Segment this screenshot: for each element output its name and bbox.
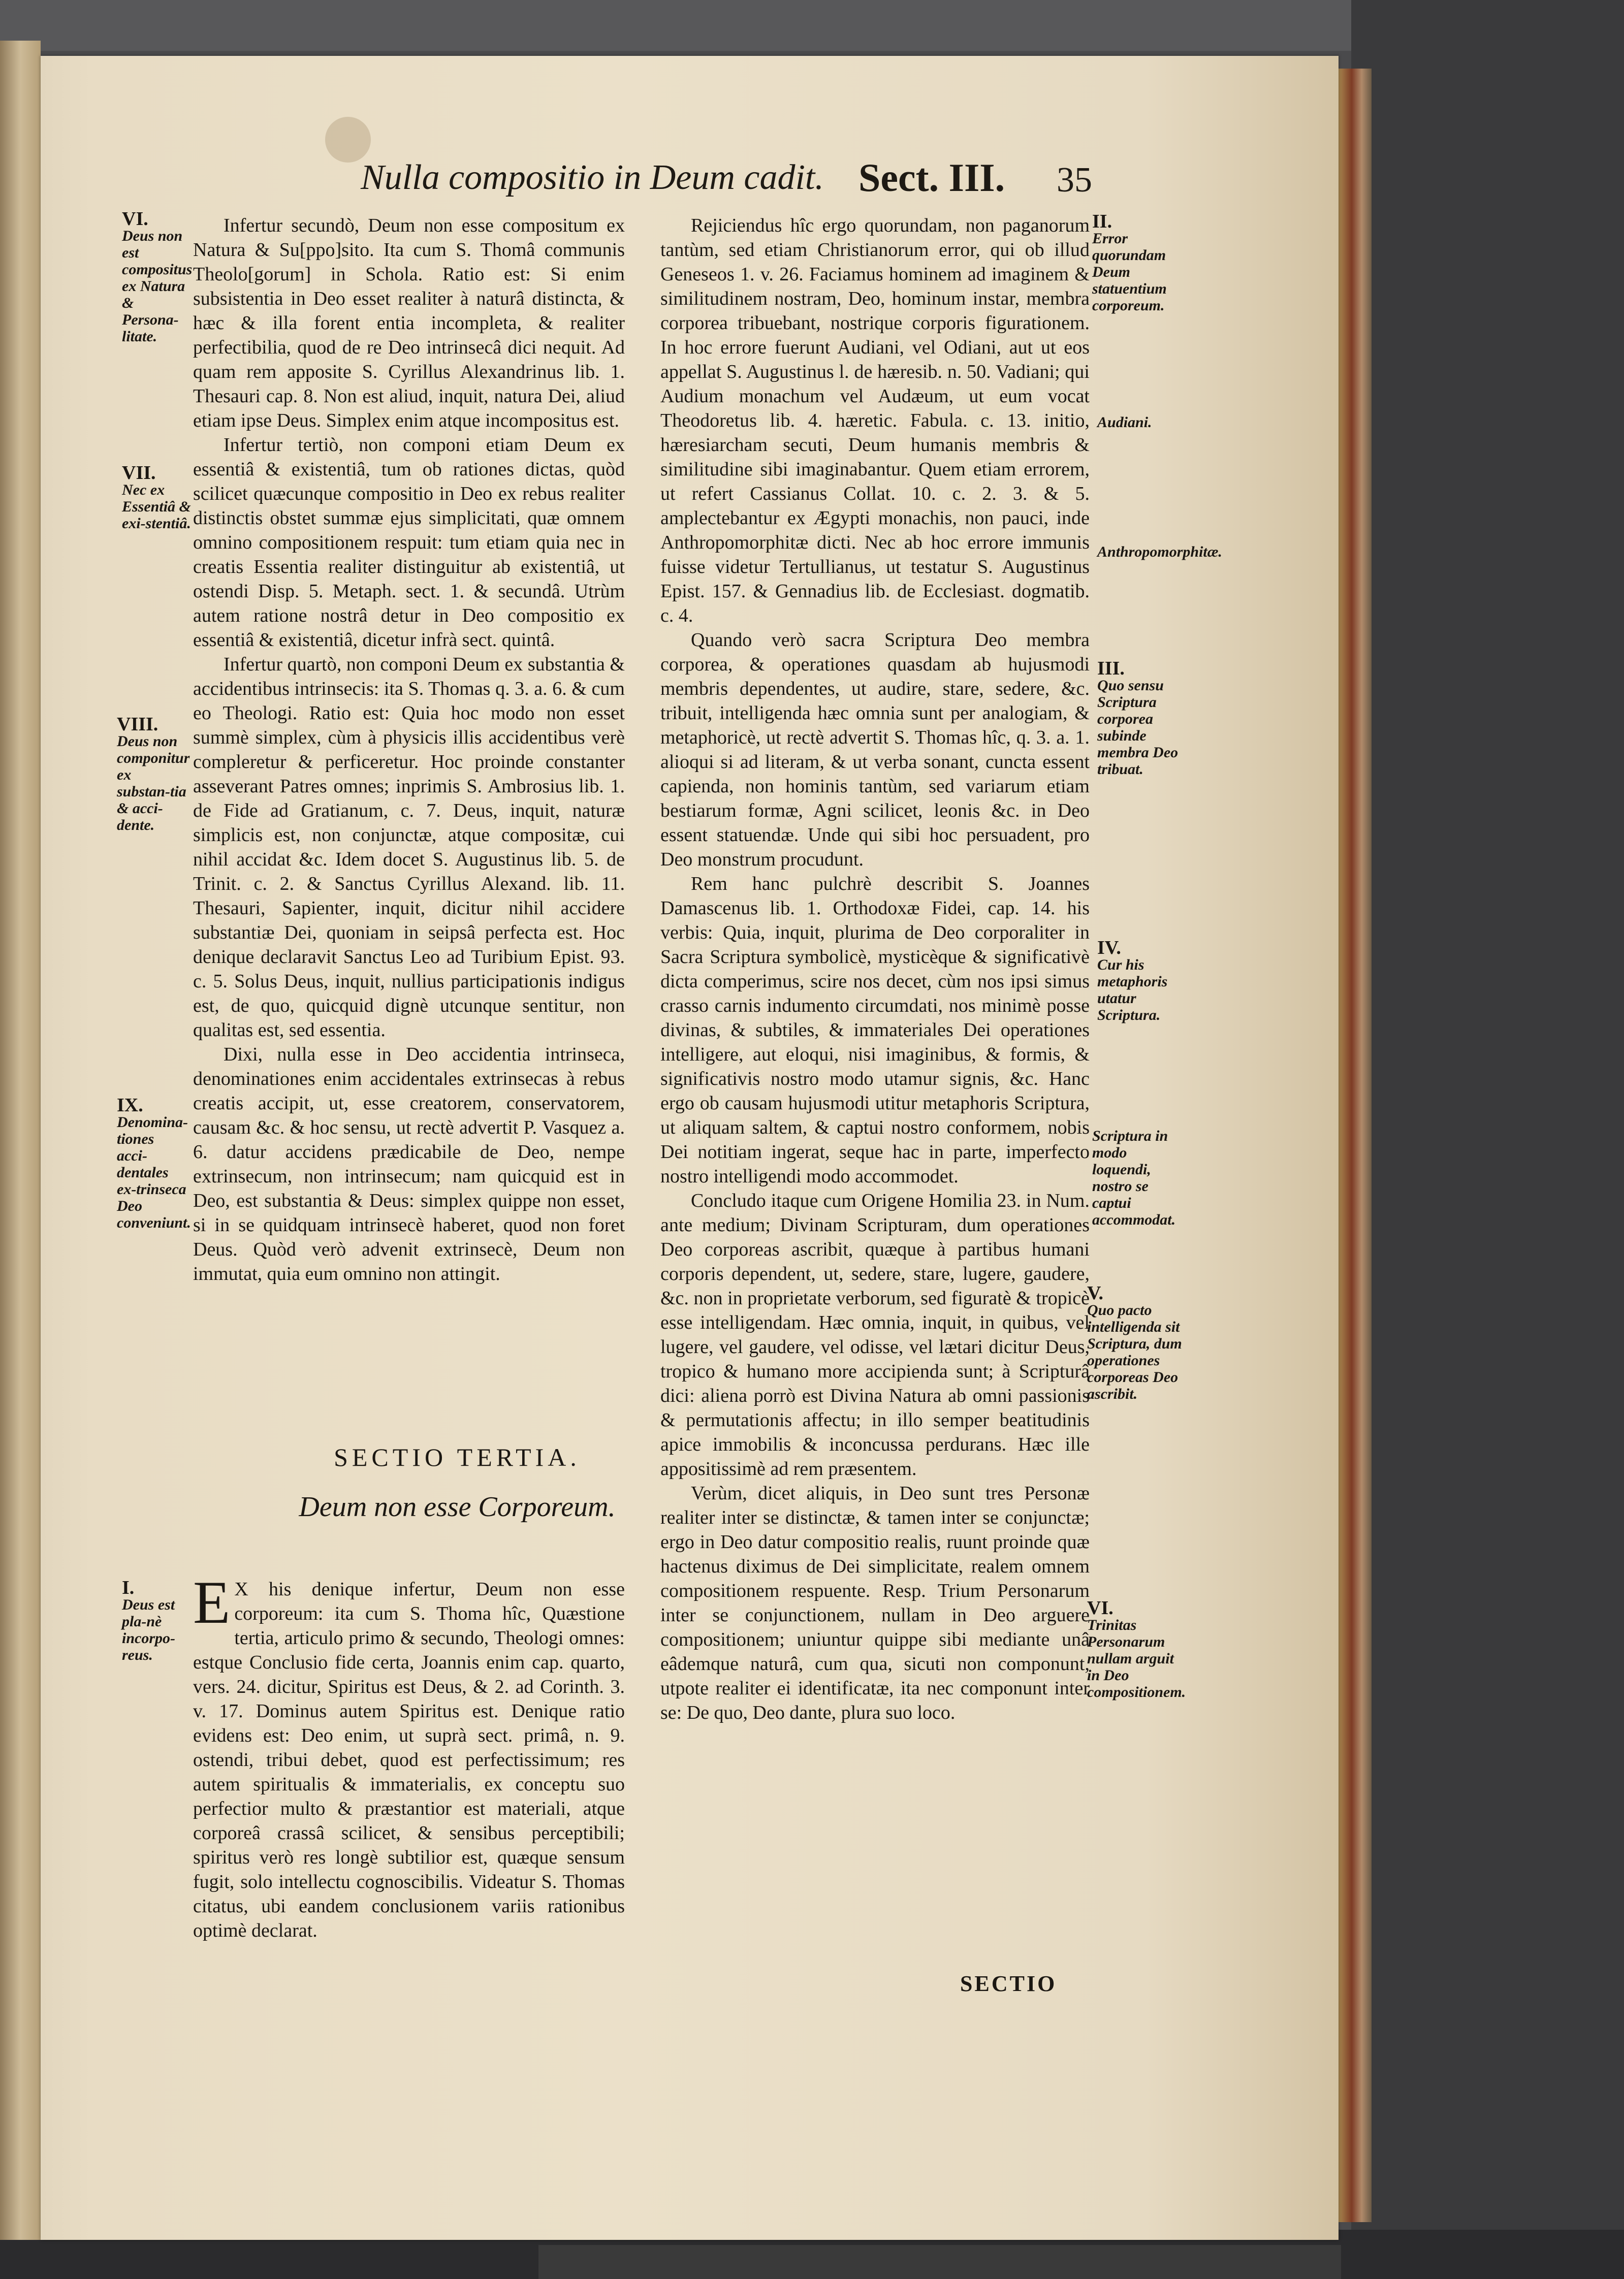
margin-note-left (122, 462, 193, 532)
section-subtitle: Deum non esse Corporeum. (299, 1491, 616, 1523)
paragraph-opening (193, 1568, 625, 1943)
margin-number: VI. (1087, 1597, 1113, 1619)
scanner-background-right (1351, 0, 1624, 2279)
paragraph: Infertur quartò, non componi Deum ex substantia & accidentibus intrinsecis: ita S. Thomas q. 3. a. 6. & cum eo Theologi. Ratio est: Quia hoc modo non esset summè simplex, cùm à physicis illis accidentibus verè compleretur & perficeretur. Hoc proinde constanter asseverant Patres omnes; inprimis S. Ambrosius lib. 1. de Fide ad Gratianum, c. 7. Deus, inquit, naturæ simplicis est, non conjunctæ, atque compositæ, cui nihil accidat &c. Idem docet S. Augustinus lib. 5. de Trinit. c. 2. & Sanctus Cyrillus Alexand. lib. 11. Thesauri, Sapienter, inquit, dicitur nihil accidere substantiæ Dei, quoniam in seipsâ perfecta est. Hoc denique declaravit Sanctus Leo ad Turibium Epist. 93. c. 5. Solus Deus, inquit, nullius participationis indigus est, de quo, quicquid dignè utcunque sentitur, non qualitas est, sed essentia. (193, 654, 625, 1041)
margin-note-right (1097, 937, 1184, 1023)
facing-page-edge (0, 41, 41, 2240)
margin-number: IV. (1097, 937, 1121, 958)
margin-number: I. (122, 1577, 135, 1598)
margin-text: Cur his metaphoris utatur Scriptura. (1097, 956, 1168, 1023)
margin-note-right (1087, 1597, 1186, 1700)
margin-note-right (1097, 660, 1189, 778)
margin-text: Error quorundam Deum statuentium corporeum. (1092, 230, 1167, 314)
margin-text: Deus non componitur ex substan-tia & acci-dente. (117, 733, 190, 833)
drop-cap: E (193, 1568, 231, 1636)
margin-number: V. (1087, 1282, 1104, 1304)
margin-text: Scriptura in modo loquendi, nostro se captui accommodat. (1092, 1128, 1176, 1228)
margin-number: II. (1092, 211, 1112, 232)
margin-text: Anthropomorphitæ. (1097, 543, 1222, 560)
margin-note-left (117, 1095, 191, 1231)
margin-text: Deus est pla-nè incorpo-reus. (122, 1596, 175, 1663)
margin-number: IX. (117, 1095, 143, 1116)
margin-note-right (1097, 414, 1184, 431)
margin-note-left (122, 208, 193, 345)
paragraph: Rem hanc pulchrè describit S. Joannes Damascenus lib. 1. Orthodoxæ Fidei, cap. 14. his verbis: Quia, inquit, plurima de Deo corporaliter in Sacra Scriptura symbolicè, mysticèque & significativè dicta comperimus, scire nos decet, cùm nos ipsi simus crasso carnis indumento circumdati, nos minimè posse divinas, & subtiles, & immateriales Dei operationes intelligere, aut eloqui, nisi imaginibus, & formis, & significativis nostro modo utamur signis, &c. Hanc ergo ob causam hujusmodi utitur metaphoris Scriptura, ut aliquam saltem, & captui nostro conformem, nobis Dei notitiam ingerat, seque hac in parte, imperfecto nostro intelligendi modo accommodet. (660, 873, 1090, 1187)
margin-text: Nec ex Essentiâ & exi-stentiâ. (122, 482, 191, 532)
left-column-section (193, 1568, 625, 1943)
right-column (660, 213, 1090, 1725)
margin-text: Audiani. (1097, 414, 1152, 431)
paragraph: Quando verò sacra Scriptura Deo membra corporea, & operationes quasdam ab hujusmodi membris dependentes, ut audire, stare, sedere, &c. tribuit, intelligenda hæc omnia sunt per analogiam, & metaphoricè, ut rectè advertit S. Thomas hîc, q. 3. a. 1. alioqui si ad literam, & ut verba sonant, cuncta essent capienda, non hominis tantùm, sed variarum etiam bestiarum formæ, Agni scilicet, leonis &c. in Deo essent statuendæ. Unde qui sibi hoc persuadent, pro Deo monstrum procudunt. (660, 629, 1090, 870)
paper-stain (325, 117, 371, 163)
margin-text: Quo pacto intelligenda sit Scriptura, dum operationes corporeas Deo ascribit. (1087, 1302, 1182, 1402)
margin-text: Trinitas Personarum nullam arguit in Deo compositionem. (1087, 1617, 1186, 1700)
margin-text: Quo sensu Scriptura corporea subinde membra Deo tribuat. (1097, 677, 1179, 778)
paragraph: Dixi, nulla esse in Deo accidentia intrinseca, denominationes enim accidentales extrinsecas à rebus creatis accipit, ut, esse creatorem, conservatorem, causam &c. & hoc sensu, ut rectè advertit P. Vasquez a. 6. datur accidens prædicabile de Deo, nempe extrinsecum, non intrinsecum; nam quicquid est in Deo, est substantia & Deus: simplex quippe non esset, si in se quidquam intrinsecè haberet, quod non foret Deus. Quòd verò advenit extrinsecè, Deum non immutat, quia eum omnino non attingit. (193, 1044, 625, 1285)
margin-note-left (117, 716, 188, 833)
running-title: Nulla compositio in Deum cadit. (361, 158, 824, 197)
running-section: Sect. III. (858, 155, 1005, 200)
paragraph: Infertur tertiò, non componi etiam Deum ex essentiâ & existentiâ, tum ob rationes dictas, quòd scilicet quæcunque compositio in Deo ex rebus realiter distinctis obstet summæ ejus simplicitati, quæ omnem omnino compositionem respuit: tum etiam quia nec in creatis Essentia realiter distinguitur ab existentiâ, ut ostendi Disp. 5. Metaph. sect. 1. & secundâ. Utrùm autem ratione nostrâ detur in Deo compositio ex essentiâ & existentiâ, dicetur infrà sect. quintâ. (193, 434, 625, 651)
paragraph: Infertur secundò, Deum non esse compositum ex Natura & Su[ppo]sito. Ita cum S. Thomâ communis Theolo[gorum] in Schola. Ratio est: Si enim subsistentia in Deo esset realiter à naturâ distincta, & hæc & illa forent entia incompleta, & realiter perfectibilia, quod de re Deo intrinsecâ dici nequit. Ad quam rem apposite S. Cyrillus Alexandrinus lib. 1. Thesauri cap. 8. Non est aliud, inquit, natura Dei, aliud etiam ipse Deus. Simplex enim atque incompositus est. (193, 215, 625, 431)
paragraph: Concludo itaque cum Origene Homilia 23. in Num. ante medium; Divinam Scripturam, dum operationes Deo corporeas ascribit, quæque à partibus humani corporis dependent, ut, sedere, stare, lugere, gaudere, &c. non in proprietate verborum, sed figuratè & tropicè esse intelligendam. Hæc omnia, inquit, in quibus, vel lugere, vel gaudere, vel odisse, vel lætari dicitur Deus, tropico & humano more accipienda sunt; à Scripturâ dici: aliena porrò est Divina Natura ab omni passionis & permutationis affectu; in illo semper beatitudinis apice immobilis & inconcussa perdurans. Hæc ille appositissimè ad rem præsentem. (660, 1190, 1090, 1480)
paragraph: X his denique infertur, Deum non esse corporeum: ita cum S. Thoma hîc, Quæstione tertia, articulo primo & secundo, Theologi omnes: estque Conclusio fide certa, Joannis enim cap. quarto, vers. 24. dicitur, Spiritus est Deus, & 2. ad Corinth. 3. v. 17. Dominus autem Spiritus est. Denique ratio evidens est: Deo enim, ut suprà sect. primâ, n. 9. ostendi, tribui debet, quod est perfectissimum; res autem spiritualis & immaterialis, ex conceptu suo perfectior multo & præstantior est materiali, atque corporeâ crassâ scilicet, & sensibus perceptibili; spiritus verò res longè subtilior est, quæque sensum fugit, solo intellectu cognoscibilis. Videatur S. Thomas citatus, ubi eandem conclusionem variis rationibus optimè declarat. (193, 1579, 625, 1941)
margin-number: VII. (122, 462, 156, 484)
margin-number: VI. (122, 208, 148, 230)
margin-note-right (1087, 1282, 1184, 1402)
margin-note-right (1097, 543, 1222, 560)
margin-number: III. (1097, 658, 1125, 679)
paragraph: Rejiciendus hîc ergo quorundam, non paganorum tantùm, sed etiam Christianorum error, qui ob illud Geneseos 1. v. 26. Faciamus hominem ad imaginem & similitudinem nostram, Deo, hominum instar, membra corporea tribuebant, nostrique corporis figurationem. In hoc errore fuerunt Audiani, vel Odiani, aut ut eos appellat S. Augustinus l. de hæresib. n. 50. Vadiani; qui Audium monachum vel Audæum, ut eum vocat Theodoretus lib. 4. hæretic. Fabula. c. 13. initio, hæresiarcham secuti, Deum humanis membris & similitudine sibi imaginabantur. Quem etiam errorem, ut refert Cassianus Collat. 10. c. 2. 3. & 5. amplectebantur ex Ægypti monachis, non pauci, inde Anthropomorphitæ dicti. Nec ab hoc errore immunis fuisse videtur Tertullianus, ut testatur S. Augustinus Epist. 157. & Gennadius lib. de Ecclesiast. dogmatib. c. 4. (660, 215, 1090, 626)
margin-text: Deus non est compositus ex Natura & Persona-litate. (122, 228, 193, 345)
page-number: 35 (1057, 161, 1092, 200)
section-title: SECTIO TERTIA. (334, 1443, 581, 1471)
paragraph: Verùm, dicet aliquis, in Deo sunt tres Personæ realiter inter se distinctæ, & tamen inter se conjunctæ; ergo in Deo datur compositio realis, ruunt proinde quæ hactenus diximus de Dei simplicitate, realem omnem compositionem respuente. Resp. Trium Personarum inter se conjunctionem, nullam in Deo arguere compositionem; uniuntur quippe sibi mediante unâ eâdemque naturâ, cum qua, sicuti non componunt, utpote realiter ei identificatæ, ita nec componunt inter se: De quo, Deo dante, plura suo loco. (660, 1483, 1090, 1723)
margin-number: VIII. (117, 714, 158, 735)
margin-note-right (1092, 1128, 1184, 1228)
left-column (193, 213, 625, 1286)
catchword: SECTIO (960, 1971, 1057, 1996)
scanner-bar (538, 2245, 1341, 2279)
margin-text: Denomina-tiones acci-dentales ex-trinseca Deo conveniunt. (117, 1114, 191, 1231)
book-edge (1339, 69, 1372, 2222)
margin-note-right (1092, 213, 1184, 314)
margin-note-left (122, 1577, 188, 1663)
